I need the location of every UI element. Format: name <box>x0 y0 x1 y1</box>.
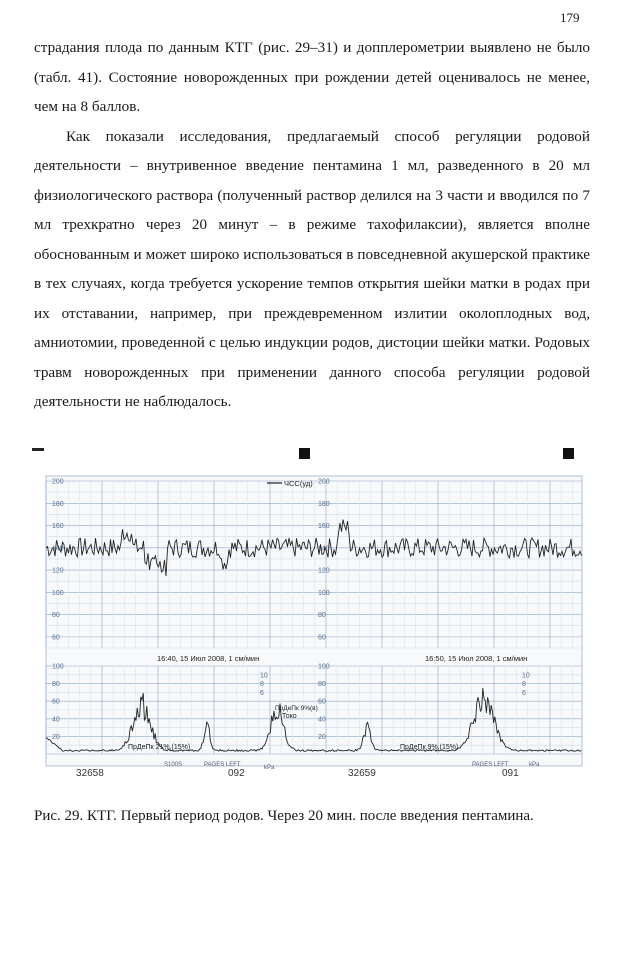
legend-toco: Токо <box>282 713 297 720</box>
reg-mark <box>299 448 310 459</box>
fhr-tick-left: 200 <box>52 478 64 486</box>
toco-tick-kpa: 6 <box>260 689 264 697</box>
toco-tick-mid: 80 <box>318 681 326 689</box>
fhr-tick-mid: 60 <box>318 634 326 642</box>
fhr-tick-left: 140 <box>52 545 64 553</box>
fhr-tick-left: 100 <box>52 589 64 597</box>
toco-tick-left: 100 <box>52 663 64 671</box>
footer-serial-2: 32659 <box>348 768 376 779</box>
footer-unit-2: kPa <box>529 762 540 768</box>
fhr-tick-mid: 120 <box>318 567 330 575</box>
toco-tick-right: 6 <box>522 689 526 697</box>
footer-pages-1: 092 <box>228 768 245 779</box>
ctg-figure <box>32 448 586 786</box>
toco-tick-mid: 40 <box>318 716 326 724</box>
event-label-1: ПрДеПк 21%,(15%) <box>128 744 191 751</box>
figure-caption: Рис. 29. КТГ. Первый период родов. Через 20 мин. после введения пентамина. <box>34 808 534 824</box>
toco-tick-left: 60 <box>52 698 60 706</box>
reg-mark <box>32 448 44 451</box>
fhr-tick-mid: 160 <box>318 523 330 531</box>
fhr-tick-mid: 140 <box>318 545 330 553</box>
toco-tick-left: 80 <box>52 681 60 689</box>
page-number: 179 <box>560 10 580 25</box>
fhr-tick-left: 120 <box>52 567 64 575</box>
legend-fhr: ЧСС(уд) <box>284 479 313 488</box>
footer-unit-1: kPa <box>264 765 275 771</box>
toco-tick-left: 20 <box>52 733 60 741</box>
timestamp-1: 16:40, 15 Июл 2008, 1 см/мин <box>157 654 260 663</box>
timestamp-2: 16:50, 15 Июл 2008, 1 см/мин <box>425 654 528 663</box>
fhr-tick-left: 80 <box>52 612 60 620</box>
fhr-tick-mid: 180 <box>318 500 330 508</box>
toco-tick-kpa: 10 <box>260 672 268 680</box>
footer-model: S100S <box>164 762 183 768</box>
event-label-3: ПрДеПк 9%(в) <box>275 705 318 712</box>
toco-tick-mid: 20 <box>318 733 326 741</box>
toco-tick-right: 8 <box>522 681 526 689</box>
toco-tick-kpa: 8 <box>260 681 264 689</box>
footer-pages-2: 091 <box>502 768 519 779</box>
footer-serial-1: 32658 <box>76 768 104 779</box>
ctg-paper <box>46 476 582 766</box>
fhr-tick-mid: 100 <box>318 589 330 597</box>
ctg-trace-svg <box>32 448 586 786</box>
body-text <box>34 33 590 417</box>
reg-mark <box>563 448 574 459</box>
fhr-tick-left: 180 <box>52 500 64 508</box>
toco-tick-left: 40 <box>52 716 60 724</box>
fhr-tick-left: 160 <box>52 523 64 531</box>
toco-tick-mid: 60 <box>318 698 326 706</box>
fhr-tick-mid: 200 <box>318 478 330 486</box>
event-label-2: ПрДеПк 9%,(15%) <box>400 744 459 751</box>
footer-pages-label-1: PAGES LEFT <box>204 762 241 768</box>
fhr-tick-left: 60 <box>52 634 60 642</box>
footer-pages-label-2: PAGES LEFT <box>472 762 509 768</box>
toco-tick-right: 10 <box>522 672 530 680</box>
paragraph-2: Как показали исследования, предлагаемый способ регуляции родовой деятельности – внутривенное введение пентамина 1 мл, разведенного в 20 мл физиологического раствора (полученный раствор делился на 3 части и вводился по 7 мл трехкратно через 20 минут – в режиме тахофилаксии), является вполне обоснованным и может широко использоваться в повседневной акушерской практике в тех случаях, когда требуется ускорение темпов открытия шейки матки в родах при их отставании, например, при преждевременном излитии околоплодных вод, амниотомии, проведенной с целью индукции родов, дистоции шейки матки. Родовых травм новорожденных при применении данного способа регуляции родовой деятельности не наблюдалось. <box>34 127 590 410</box>
fhr-tick-mid: 80 <box>318 612 326 620</box>
toco-tick-mid: 100 <box>318 663 330 671</box>
paragraph-1: страдания плода по данным КТГ (рис. 29–31) и допплерометрии выявлено не было (табл. 41). Состояние новорожденных при рождении детей оценивалось не менее, чем на 8 баллов. <box>34 39 590 115</box>
